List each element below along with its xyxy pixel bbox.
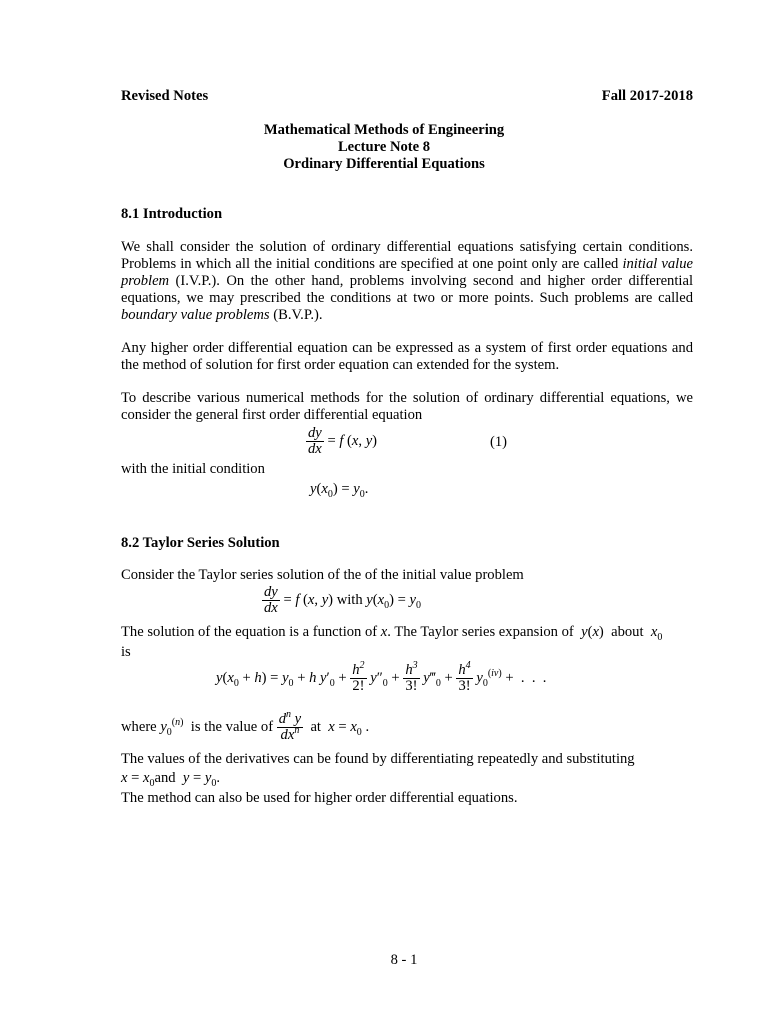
equation-1: $\frac{dy}{dx}$ = f (x, y)	[308, 425, 378, 457]
term-initial-value-problem: initial value problem	[121, 256, 693, 289]
taylor-paragraph-3: The values of the derivatives can be found by differentiating repeatedly and substituting	[121, 751, 635, 767]
taylor-expansion: $y(x_0 + h) = y_0 + h$ $y'_0$ + $\frac{h^2}{2!}$ $y''_0$ + $\frac{h^3}{3!}$ $y‴_0$ + $\frac{h^4}{3!}$ $y_0^{(iv)}$ + . . .	[216, 660, 547, 694]
section-heading-taylor: 8.2 Taylor Series Solution	[121, 535, 280, 551]
term-h2-over-2: $\frac{h^2}{2!}$	[352, 660, 365, 694]
initial-condition-equation: $y(x_0) = y_0$.	[310, 481, 369, 500]
lecture-number: Lecture Note 8	[337, 139, 431, 155]
taylor-paragraph-1: Consider the Taylor series solution of the of the initial value problem	[121, 567, 524, 583]
lecture-topic: Ordinary Differential Equations	[283, 156, 485, 172]
substitution-line: $x = x_0and$ $y = y_0$.	[121, 770, 221, 789]
intro-paragraph-1: We shall consider the solution of ordinary differential equations satisfying certain conditions. Problems in which all the initial conditions are specified at one point only are called initial value problem (I.V.P.). On the other hand, problems involving second and higher order differential equations, we may prescribed the conditions at two or more points. Such problems are called boundary value problems (B.V.P.).	[121, 239, 693, 323]
page-number: 8 - 1	[390, 952, 418, 968]
section-heading-introduction: 8.1 Introduction	[121, 206, 223, 222]
header-left: Revised Notes	[121, 88, 209, 104]
equation-number-1: (1)	[490, 434, 508, 450]
term-h4-over-3: $\frac{h^4}{3!}$	[458, 660, 471, 694]
initial-condition-label: with the initial condition	[121, 461, 265, 477]
term-boundary-value-problems: boundary value problems	[121, 307, 270, 323]
term-h3-over-3: $\frac{h^3}{3!}$	[405, 660, 418, 694]
where-line: where $y_0^{(n)}$ is the value of $\frac{d^n y}{dx^n}$ at $x = x_0$ .	[121, 709, 370, 743]
header-right: Fall 2017-2018	[601, 88, 693, 104]
taylor-paragraph-2: The solution of the equation is a function of x. The Taylor series expansion of y(x) about $x_0$	[121, 624, 663, 643]
taylor-paragraph-4: The method can also be used for higher order differential equations.	[121, 790, 518, 806]
intro-paragraph-2: Any higher order differential equation can be expressed as a system of first order equations and the method of solution for first order equation can extended for the system.	[121, 340, 693, 373]
ivp-equation: $\frac{dy}{dx}$ = f (x, y) with $y(x_0) = y_0$	[264, 584, 422, 616]
derivative-dy-dx: $\frac{dy}{dx}$	[308, 425, 322, 457]
intro-paragraph-3: To describe various numerical methods for the solution of ordinary differential equations, we consider the general first order differential equation	[121, 390, 693, 423]
derivative-dy-dx-2: $\frac{dy}{dx}$	[264, 584, 278, 616]
derivative-dny-dxn: $\frac{d^n y}{dx^n}$	[278, 709, 302, 743]
is-word: is	[121, 644, 131, 660]
document-title: Mathematical Methods of Engineering	[263, 122, 505, 138]
